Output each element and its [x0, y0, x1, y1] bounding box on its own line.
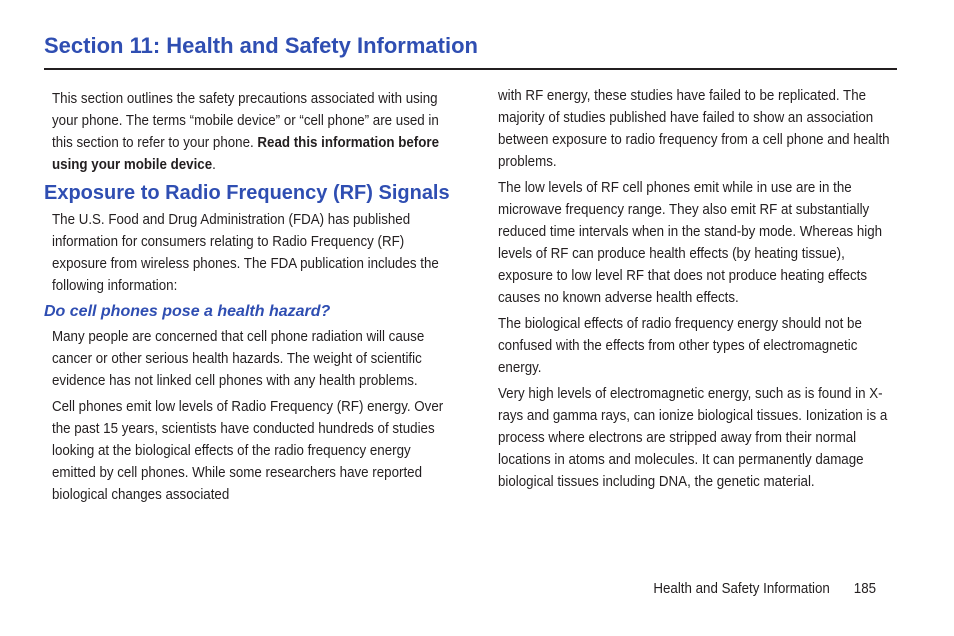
- high-levels-paragraph: Very high levels of electromagnetic energy, such as is found in X-rays and gamma rays, can ionize biological tissues. Ionization is a process where electrons are stripped away from their normal locations in atoms and molecules. It can permanently damage biological tissues including DNA, the genetic material.: [498, 386, 888, 490]
- low-levels-paragraph: The low levels of RF cell phones emit while in use are in the microwave frequency range. They also emit RF at substantially reduced time intervals when in the stand-by mode. Whereas high levels of RF can produce health effects (by heating tissue), exposure to low level RF that does not produce heating effects causes no known adverse health effects.: [498, 180, 883, 306]
- fda-paragraph: The U.S. Food and Drug Administration (FDA) has published information for consumers relating to Radio Frequency (RF) exposure from wireless phones. The FDA publication includes the following information:: [52, 212, 439, 294]
- left-column: [44, 88, 452, 510]
- biological-effects-paragraph: The biological effects of radio frequency energy should not be confused with the effects from other types of electromagnetic energy.: [498, 316, 862, 376]
- intro-period: .: [212, 157, 216, 173]
- page-footer: [653, 579, 876, 599]
- intro-bold-text: Read this information before using your mobile device: [52, 135, 440, 173]
- right-column: [498, 85, 896, 497]
- page-title: Section 11: Health and Safety Information: [44, 33, 478, 58]
- page-number: 185: [853, 581, 876, 597]
- health-hazard-question: Do cell phones pose a health hazard?: [44, 303, 331, 320]
- studies-paragraph: with RF energy, these studies have failed to be replicated. The majority of studies published have failed to show an association between exposure to radio frequency from a cell phone and health problems.: [498, 88, 890, 170]
- intro-paragraph: [52, 88, 452, 176]
- title-divider: [44, 68, 897, 70]
- rf-emit-paragraph: Cell phones emit low levels of Radio Frequency (RF) energy. Over the past 15 years, scientists have conducted hundreds of studies looking at the biological effects of the radio frequency energy emitted by cell phones. While some researchers have reported biological changes associated: [52, 399, 444, 503]
- footer-section-name: Health and Safety Information: [653, 581, 830, 597]
- concern-paragraph: Many people are concerned that cell phone radiation will cause cancer or other serious health hazards. The weight of scientific evidence has not linked cell phones with any health problems.: [52, 329, 425, 389]
- intro-text: This section outlines the safety precautions associated with using your phone. The terms “mobile device” or “cell phone” are used in this section to refer to your phone.: [52, 91, 439, 151]
- rf-exposure-heading: Exposure to Radio Frequency (RF) Signals: [44, 182, 450, 204]
